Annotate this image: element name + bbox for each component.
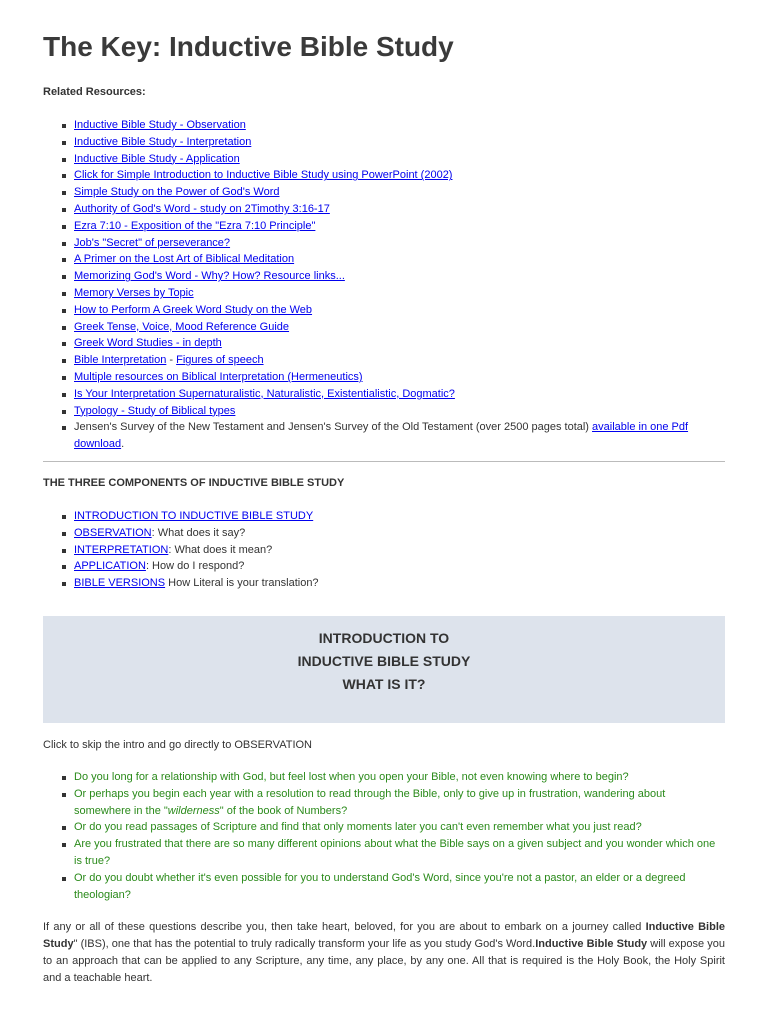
body-text: " (IBS), one that has the potential to truly radically transform your life as you study God's Word. xyxy=(73,938,536,950)
body-text: If any or all of these questions describe you, then take heart, beloved, for you are about to embark on a journey called xyxy=(43,921,646,933)
resource-link[interactable]: A Primer on the Lost Art of Biblical Meditation xyxy=(74,253,295,266)
list-item xyxy=(60,335,720,352)
wilderness-emphasis: wilderness xyxy=(167,804,220,817)
question-item: Do you long for a relationship with God, but feel lost when you open your Bible, not even knowing where to begin? xyxy=(60,769,725,786)
resource-link[interactable]: Greek Word Studies - in depth xyxy=(74,337,222,350)
list-item xyxy=(60,167,720,184)
list-item xyxy=(60,285,720,302)
three-components-heading: THE THREE COMPONENTS OF INDUCTIVE BIBLE STUDY xyxy=(43,477,345,489)
bold-term: Inductive Bible Study xyxy=(43,921,725,950)
list-item xyxy=(60,575,720,592)
body-paragraph xyxy=(43,919,725,987)
bible-interpretation-link[interactable]: Bible Interpretation xyxy=(74,354,167,367)
list-item xyxy=(60,386,720,403)
figures-of-speech-link[interactable]: Figures of speech xyxy=(176,354,264,367)
skip-intro-text: Click to skip the intro and go directly to OBSERVATION xyxy=(43,739,312,751)
question-item: Are you frustrated that there are so many different opinions about what the Bible says on a given subject and you wonder which one is true? xyxy=(60,836,725,870)
list-item xyxy=(60,558,720,575)
bible-versions-link[interactable]: BIBLE VERSIONS xyxy=(74,577,166,590)
list-item xyxy=(60,201,720,218)
list-item xyxy=(60,117,720,134)
pdf-download-link[interactable]: available in one Pdf download xyxy=(74,421,689,451)
resource-link[interactable]: Job's "Secret" of perseverance? xyxy=(74,236,231,249)
list-item xyxy=(60,302,720,319)
page-title: The Key: Inductive Bible Study xyxy=(43,31,454,62)
list-item xyxy=(60,352,720,369)
bold-term: Inductive Bible Study xyxy=(535,938,648,950)
body-text: will expose you to an approach that can be applied to any Scripture, any time, any place, by any one. All that is required is the Holy Book, the Holy Spirit and a teachable heart. xyxy=(43,938,725,984)
resource-link[interactable]: Inductive Bible Study - Observation xyxy=(74,119,246,131)
resource-link[interactable]: Inductive Bible Study - Application xyxy=(74,152,240,165)
resource-link[interactable]: How to Perform A Greek Word Study on the Web xyxy=(74,303,313,316)
resource-link[interactable]: Memory Verses by Topic xyxy=(74,286,194,299)
resource-link[interactable]: Authority of God's Word - study on 2Timothy 3:16-17 xyxy=(74,202,330,215)
resource-link[interactable]: Typology - Study of Biblical types xyxy=(74,404,236,417)
intro-heading-line3: WHAT IS IT? xyxy=(342,676,426,692)
intro-heading-box xyxy=(43,616,725,723)
list-item xyxy=(60,134,720,151)
list-item xyxy=(60,184,720,201)
question-text: " of the book of Numbers? xyxy=(219,804,348,817)
resource-link[interactable]: Memorizing God's Word - Why? How? Resource links... xyxy=(74,270,345,283)
intro-heading-line2: INDUCTIVE BIBLE STUDY xyxy=(297,653,471,669)
related-resources-label: Related Resources: xyxy=(43,86,146,98)
list-item xyxy=(60,525,720,542)
resource-link[interactable]: Click for Simple Introduction to Inductive Bible Study using PowerPoint (2002) xyxy=(74,169,453,182)
component-description: : What does it say? xyxy=(151,526,246,539)
component-description: : How do I respond? xyxy=(145,560,245,573)
period-text: . xyxy=(121,438,125,451)
resource-link[interactable]: Simple Study on the Power of God's Word xyxy=(74,186,280,199)
list-item xyxy=(60,319,720,336)
resource-link[interactable]: Ezra 7:10 - Exposition of the "Ezra 7:10 Principle" xyxy=(74,219,316,232)
list-item xyxy=(60,403,720,420)
separator-text: - xyxy=(166,354,177,367)
introduction-link[interactable]: INTRODUCTION TO INDUCTIVE BIBLE STUDY xyxy=(74,510,314,522)
intro-heading-line1: INTRODUCTION TO xyxy=(318,630,450,646)
list-item xyxy=(60,251,720,268)
components-list xyxy=(60,508,720,592)
list-item xyxy=(60,508,720,525)
component-description: How Literal is your translation? xyxy=(165,577,319,590)
list-item xyxy=(60,369,720,386)
list-item xyxy=(60,151,720,168)
component-description: : What does it mean? xyxy=(168,543,273,556)
jensen-survey-text: Jensen's Survey of the New Testament and Jensen's Survey of the Old Testament (over 2500 pages total) xyxy=(74,421,593,434)
list-item xyxy=(60,235,720,252)
question-item xyxy=(60,786,725,820)
list-item xyxy=(60,419,720,453)
application-link[interactable]: APPLICATION xyxy=(74,560,146,573)
observation-link[interactable]: OBSERVATION xyxy=(74,526,152,539)
question-text: Or perhaps you begin each year with a resolution to read through the Bible, only to give up in frustration, wandering about somewhere in the " xyxy=(74,787,666,817)
section-divider xyxy=(43,461,725,462)
resource-link[interactable]: Is Your Interpretation Supernaturalistic, Naturalistic, Existentialistic, Dogmatic? xyxy=(74,387,455,400)
question-item: Or do you read passages of Scripture and find that only moments later you can't even remember what you just read? xyxy=(60,819,725,836)
questions-list xyxy=(60,769,725,903)
list-item xyxy=(60,542,720,559)
resource-link[interactable]: Multiple resources on Biblical Interpretation (Hermeneutics) xyxy=(74,370,363,383)
question-item: Or do you doubt whether it's even possible for you to understand God's Word, since you're not a pastor, an elder or a degreed theologian? xyxy=(60,870,725,904)
resource-link[interactable]: Inductive Bible Study - Interpretation xyxy=(74,135,252,148)
list-item xyxy=(60,218,720,235)
list-item xyxy=(60,268,720,285)
related-resources-list xyxy=(60,117,720,453)
resource-link[interactable]: Greek Tense, Voice, Mood Reference Guide xyxy=(74,320,290,333)
interpretation-link[interactable]: INTERPRETATION xyxy=(74,543,169,556)
